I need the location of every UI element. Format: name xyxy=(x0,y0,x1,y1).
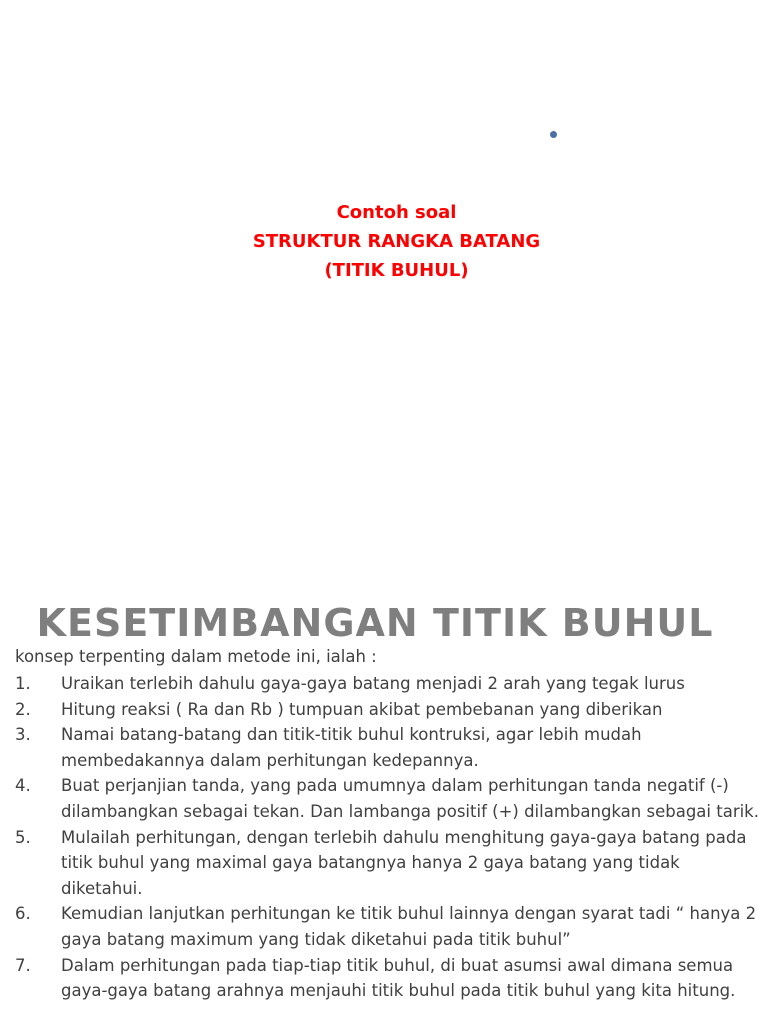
title-line-3: (TITIK BUHUL) xyxy=(324,260,469,281)
slide-heading: KESETIMBANGAN TITIK BUHUL xyxy=(36,601,714,645)
step-item xyxy=(15,722,765,773)
step-number: 6. xyxy=(15,904,31,924)
step-text: Namai batang-batang dan titik-titik buhul kontruksi, agar lebih mudah membedakannya dalam perhitungan kedepannya. xyxy=(61,725,642,770)
step-number: 1. xyxy=(15,674,31,693)
step-number: 4. xyxy=(15,776,31,796)
step-item xyxy=(15,697,765,723)
step-item xyxy=(15,671,765,697)
step-item xyxy=(15,825,765,902)
step-number: 2. xyxy=(15,699,31,719)
step-item xyxy=(15,773,765,824)
step-text: Dalam perhitungan pada tiap-tiap titik buhul, di buat asumsi awal dimana semua gaya-gaya batang arahnya menjauhi titik buhul pada titik buhul yang kita hitung. xyxy=(61,955,736,1001)
step-item xyxy=(15,901,765,952)
step-text: Hitung reaksi ( Ra dan Rb ) tumpuan akibat pembebanan yang diberikan xyxy=(61,699,663,719)
content-slide xyxy=(0,590,768,1024)
title-line-1: Contoh soal xyxy=(336,202,457,223)
title-line-2: STRUKTUR RANGKA BATANG xyxy=(252,231,541,252)
step-number: 5. xyxy=(15,827,31,847)
step-text: Uraikan terlebih dahulu gaya-gaya batang menjadi 2 arah yang tegak lurus xyxy=(61,674,685,693)
step-number: 3. xyxy=(15,725,31,745)
step-number: 7. xyxy=(15,955,31,975)
intro-text: konsep terpenting dalam metode ini, ialah : xyxy=(15,647,377,666)
bullet-dot xyxy=(550,131,557,138)
step-item xyxy=(15,953,765,1004)
step-text: Kemudian lanjutkan perhitungan ke titik buhul lainnya dengan syarat tadi “ hanya 2 gaya batang maximum yang tidak diketahui pada titik buhul” xyxy=(61,904,757,949)
step-text: Buat perjanjian tanda, yang pada umumnya dalam perhitungan tanda negatif (-) dilambangkan sebagai tekan. Dan lambanga positif (+) dilambangkan sebagai tarik. xyxy=(61,776,759,821)
steps-list xyxy=(15,671,765,1004)
title-block xyxy=(0,198,768,285)
step-text: Mulailah perhitungan, dengan terlebih dahulu menghitung gaya-gaya batang pada titik buhul yang maximal gaya batangnya hanya 2 gaya batang yang tidak diketahui. xyxy=(61,827,747,898)
